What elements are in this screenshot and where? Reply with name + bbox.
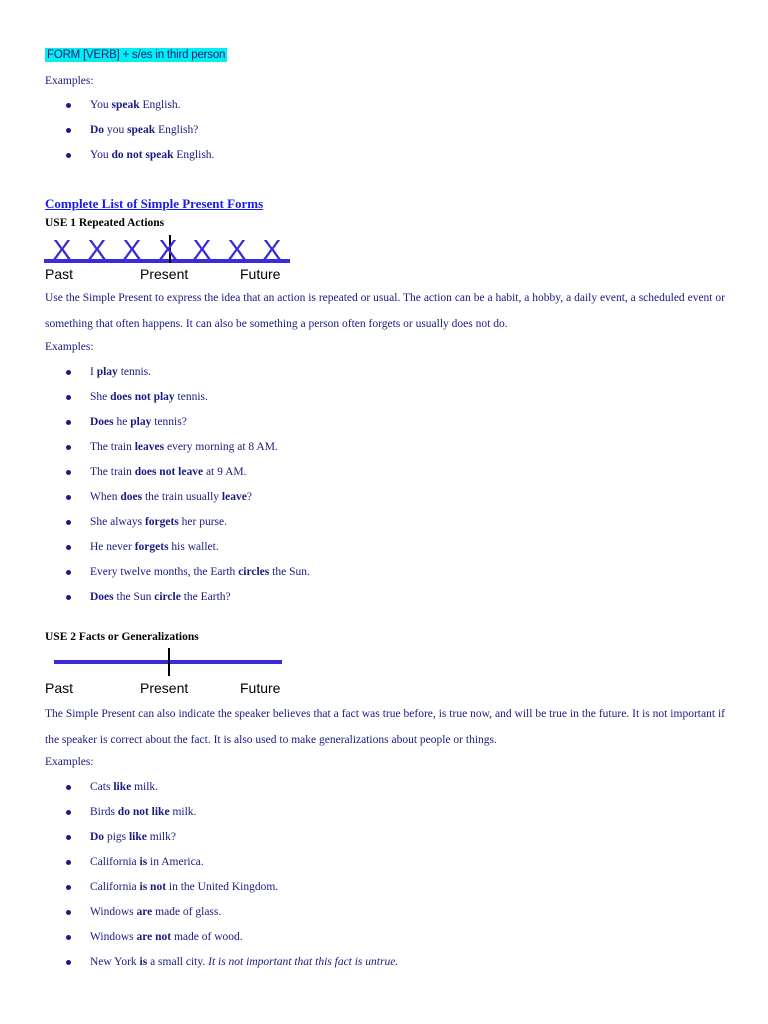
bullet-icon <box>66 810 71 815</box>
bullet-icon <box>66 570 71 575</box>
list-item: You do not speak English. <box>0 146 214 171</box>
use2-timeline <box>40 646 300 698</box>
bullet-icon <box>66 785 71 790</box>
bullet-icon <box>66 420 71 425</box>
bullet-icon <box>66 545 71 550</box>
bullet-icon <box>66 835 71 840</box>
list-item: She does not play tennis. <box>0 388 310 413</box>
use2-examples-label: Examples: <box>45 756 94 768</box>
use1-examples-list <box>0 363 310 613</box>
repeat-marker-icon: X <box>192 234 212 265</box>
bullet-icon <box>66 128 71 133</box>
list-item: She always forgets her purse. <box>0 513 310 538</box>
list-item: Windows are made of glass. <box>0 903 398 928</box>
bullet-icon <box>66 595 71 600</box>
bullet-icon <box>66 103 71 108</box>
bullet-icon <box>66 395 71 400</box>
list-item: The train leaves every morning at 8 AM. <box>0 438 310 463</box>
bullet-icon <box>66 153 71 158</box>
bullet-icon <box>66 470 71 475</box>
timeline-present-label: Present <box>140 266 189 282</box>
list-item: Do you speak English? <box>0 121 214 146</box>
list-item: The train does not leave at 9 AM. <box>0 463 310 488</box>
repeat-marker-icon: X <box>158 234 178 265</box>
list-item: California is in America. <box>0 853 398 878</box>
repeat-marker-icon: X <box>52 234 72 265</box>
list-item: Cats like milk. <box>0 778 398 803</box>
bullet-icon <box>66 910 71 915</box>
use1-heading: USE 1 Repeated Actions <box>45 217 165 229</box>
timeline-present-label: Present <box>140 680 189 696</box>
bullet-icon <box>66 885 71 890</box>
form-examples-list <box>0 96 214 171</box>
list-item: Do pigs like milk? <box>0 828 398 853</box>
bullet-icon <box>66 370 71 375</box>
repeat-marker-icon: X <box>227 234 247 265</box>
bullet-icon <box>66 860 71 865</box>
form-line: FORM [VERB] + s/es in third person <box>47 49 226 61</box>
form-examples-label: Examples: <box>45 75 94 87</box>
list-item: He never forgets his wallet. <box>0 538 310 563</box>
list-item: When does the train usually leave? <box>0 488 310 513</box>
use1-timeline <box>40 232 300 284</box>
list-item: Does the Sun circle the Earth? <box>0 588 310 613</box>
repeat-marker-icon: X <box>87 234 107 265</box>
list-item: Does he play tennis? <box>0 413 310 438</box>
timeline-past-label: Past <box>45 266 74 282</box>
repeat-marker-icon: X <box>122 234 142 265</box>
list-item: I play tennis. <box>0 363 310 388</box>
list-item: New York is a small city. It is not important that this fact is untrue. <box>0 953 398 978</box>
timeline-future-label: Future <box>240 680 281 696</box>
list-item: Every twelve months, the Earth circles the Sun. <box>0 563 310 588</box>
bullet-icon <box>66 960 71 965</box>
bullet-icon <box>66 495 71 500</box>
list-item: Windows are not made of wood. <box>0 928 398 953</box>
timeline-future-label: Future <box>240 266 281 282</box>
complete-list-link[interactable]: Complete List of Simple Present Forms <box>45 196 264 211</box>
use1-paragraph: Use the Simple Present to express the idea that an action is repeated or usual. The action can be a habit, a hobby, a daily event, a scheduled event or something that often happens. It can also be something a person often forgets or usually does not do. <box>45 292 725 330</box>
use2-paragraph: The Simple Present can also indicate the speaker believes that a fact was true before, is true now, and will be true in the future. It is not important if the speaker is correct about the fact. It is also used to make generalizations about people or things. <box>45 708 725 746</box>
use1-examples-label: Examples: <box>45 341 94 353</box>
use2-examples-list <box>0 778 398 978</box>
bullet-icon <box>66 520 71 525</box>
list-item: Birds do not like milk. <box>0 803 398 828</box>
list-item: California is not in the United Kingdom. <box>0 878 398 903</box>
repeat-marker-icon: X <box>262 234 282 265</box>
timeline-past-label: Past <box>45 680 74 696</box>
bullet-icon <box>66 935 71 940</box>
bullet-icon <box>66 445 71 450</box>
use2-heading: USE 2 Facts or Generalizations <box>45 631 199 643</box>
list-item: You speak English. <box>0 96 214 121</box>
